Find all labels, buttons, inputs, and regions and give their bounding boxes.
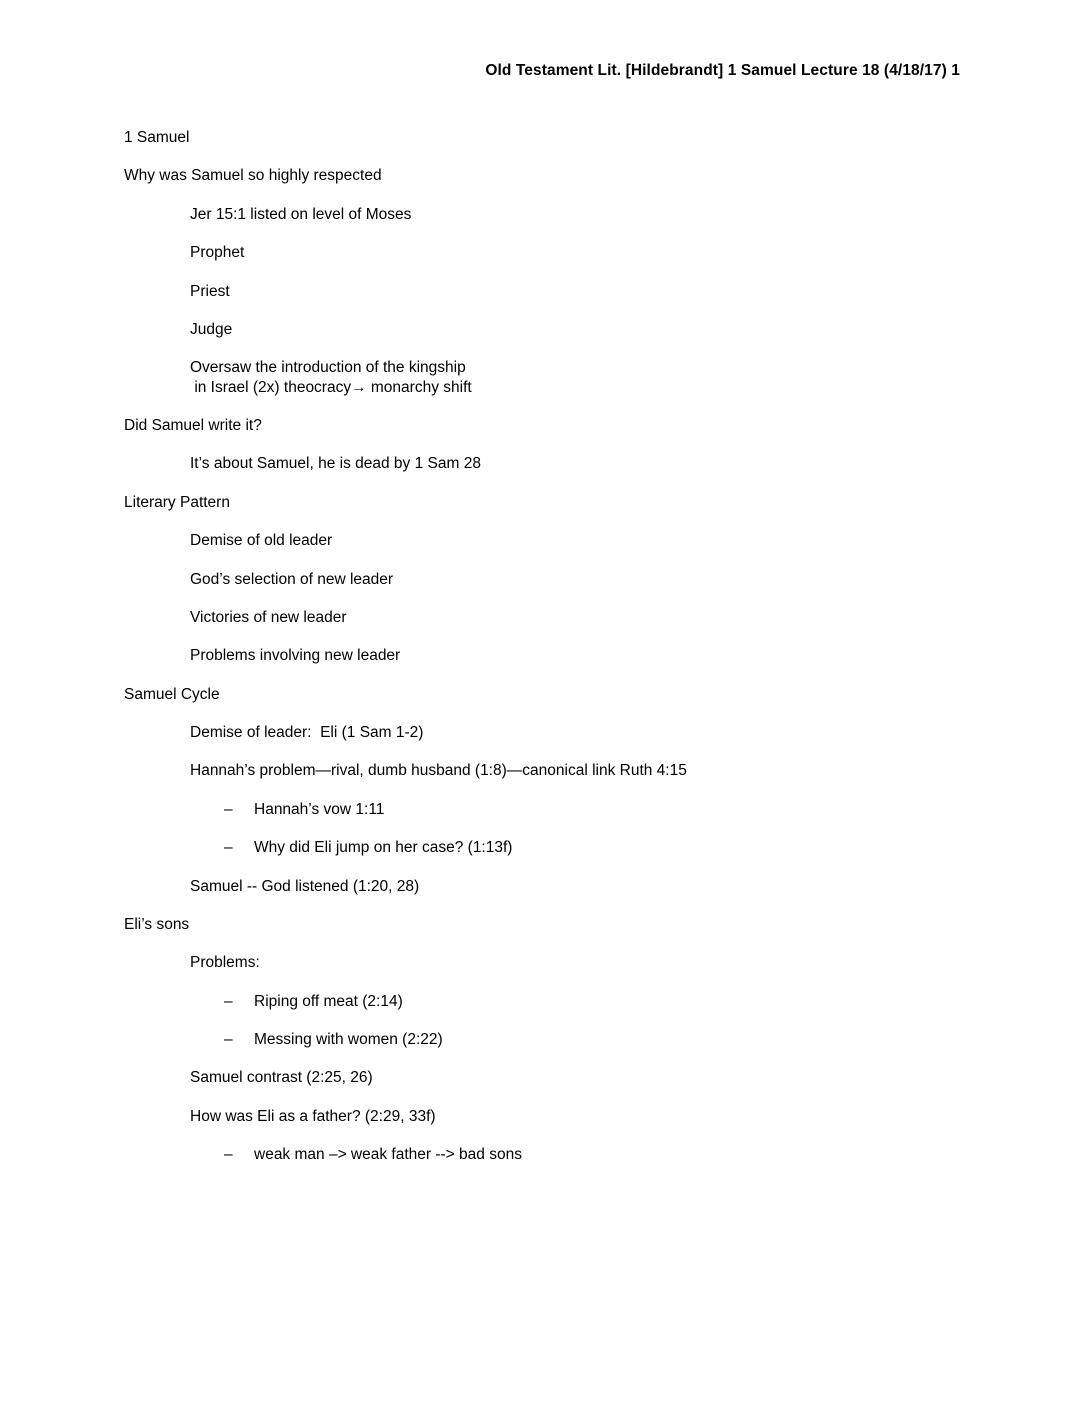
- sub-list-item: [224, 1145, 1008, 1164]
- list-item: Hannah’s problem—rival, dumb husband (1:8)—canonical link Ruth 4:15: [190, 762, 687, 780]
- dash-bullet-icon: –: [224, 839, 233, 857]
- section-heading: Why was Samuel so highly respected: [124, 167, 382, 185]
- dash-bullet-icon: –: [224, 1146, 233, 1164]
- sub-list-item: [224, 800, 1008, 819]
- list-item: Samuel -- God listened (1:20, 28): [190, 877, 420, 895]
- list-item: Priest: [190, 282, 230, 300]
- sub-list-item-label: Why did Eli jump on her case? (1:13f): [254, 839, 513, 857]
- section-heading: Did Samuel write it?: [124, 417, 262, 434]
- list-item: Problems:: [190, 954, 260, 972]
- sub-list-item-label: Riping off meat (2:14): [254, 992, 403, 1010]
- dash-bullet-icon: –: [224, 1031, 233, 1048]
- section-heading: Samuel Cycle: [124, 685, 220, 703]
- sub-list-item: [224, 992, 1008, 1011]
- sub-list-item-label: weak man –> weak father --> bad sons: [254, 1146, 522, 1164]
- document-title: 1 Samuel: [124, 129, 190, 146]
- sub-list-item-label: Messing with women (2:22): [254, 1031, 443, 1048]
- sub-list-item: [224, 838, 1008, 857]
- section-heading: Eli’s sons: [124, 915, 190, 933]
- list-item: Jer 15:1 listed on level of Moses: [190, 205, 412, 223]
- list-item: Victories of new leader: [190, 608, 347, 626]
- list-item: It’s about Samuel, he is dead by 1 Sam 28: [190, 455, 481, 473]
- list-item: How was Eli as a father? (2:29, 33f): [190, 1107, 436, 1125]
- list-item: Judge: [190, 320, 233, 338]
- list-item: Problems involving new leader: [190, 647, 401, 665]
- list-item: Demise of old leader: [190, 532, 333, 550]
- list-item: Oversaw the introduction of the kingship: [190, 359, 466, 377]
- list-item: Demise of leader: Eli (1 Sam 1-2): [190, 724, 424, 741]
- page-header: Old Testament Lit. [Hildebrandt] 1 Samuel Lecture 18 (4/18/17) 1: [485, 62, 960, 79]
- dash-bullet-icon: –: [224, 800, 233, 818]
- list-item-continuation: in Israel (2x) theocracy→ monarchy shift: [190, 378, 472, 396]
- sub-list-item: [224, 1030, 1008, 1049]
- document-body: [124, 128, 1008, 1184]
- section-heading: Literary Pattern: [124, 493, 230, 511]
- list-item: Samuel contrast (2:25, 26): [190, 1069, 373, 1087]
- list-item: God’s selection of new leader: [190, 570, 394, 588]
- list-item: Prophet: [190, 244, 245, 262]
- sub-list-item-label: Hannah’s vow 1:11: [254, 800, 385, 818]
- dash-bullet-icon: –: [224, 992, 233, 1010]
